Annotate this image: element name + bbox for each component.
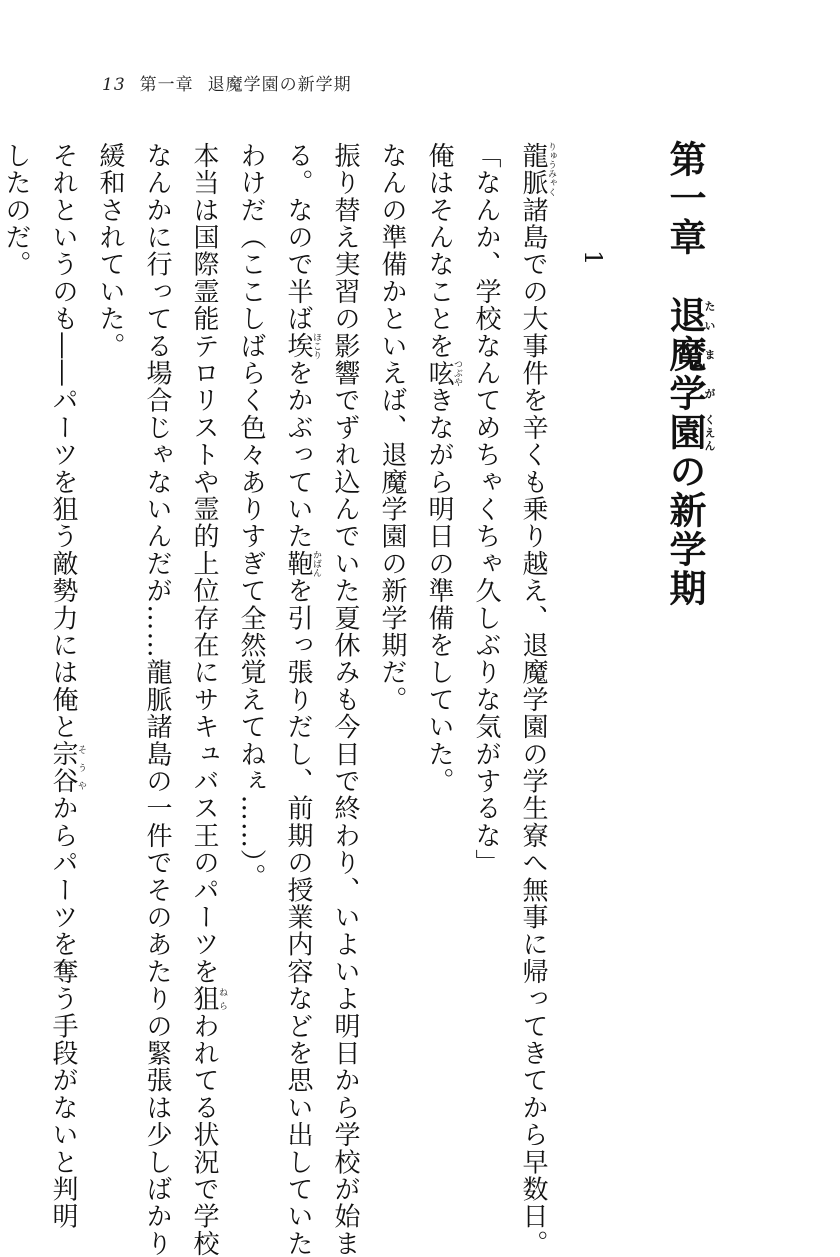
chapter-prefix: 第一章 [663, 140, 706, 257]
body-line-12: したのだ。 [1, 142, 31, 278]
chapter-title-char-2: 魔ま [663, 335, 716, 374]
body-line-6: る。なので半ば埃ほこりをかぶっていた鞄かばんを引っ張りだし、前期の授業内容などを思い出していた [283, 142, 321, 1257]
body-text [0, 142, 556, 1257]
chapter-title [662, 140, 716, 608]
chapter-title-rest: の新学期 [663, 452, 706, 608]
body-line-7: わけだ（ここしばらく色々ありすぎて全然覚えてねぇ……）。 [236, 142, 266, 891]
body-line-8: 本当は国際霊能テロリストや霊的上位存在にサキュバス王のパーツを狙ねらわれてる状況で学校 [189, 142, 227, 1257]
body-line-11: それというのも――パーツを狙う敵勢力には俺と宗谷そうやからパーツを奪う手段がないと判明 [48, 142, 86, 1231]
chapter-title-char-1: 退たい [663, 296, 716, 335]
chapter-title-char-4: 園くえん [663, 413, 716, 452]
running-head-chapter-name: 退魔学園の新学期 [207, 75, 352, 95]
body-line-1: 龍脈りゅうみゃく諸島での大事件を辛くも乗り越え、退魔学園の学生寮へ無事に帰ってきてから早数日。 [518, 142, 556, 1257]
body-line-4: なんの準備かといえば、退魔学園の新学期だ。 [377, 142, 407, 714]
page-number: 13 [102, 75, 126, 95]
running-head [102, 70, 352, 95]
body-line-2: 「なんか、学校なんてめちゃくちゃ久しぶりな気がするな」 [471, 142, 501, 877]
section-number: 1 [579, 250, 607, 266]
body-line-5: 振り替え実習の影響でずれ込んでいた夏休みも今日で終わり、いよいよ明日から学校が始ま [330, 142, 360, 1257]
running-head-chapter-label: 第一章 [139, 75, 194, 95]
body-line-9: なんかに行ってる場合じゃないんだが……龍脈諸島の一件でそのあたりの緊張は少しばかり [142, 142, 172, 1257]
body-line-10: 緩和されていた。 [95, 142, 125, 360]
chapter-title-char-3: 学が [663, 374, 716, 413]
body-line-3: 俺はそんなことを呟つぶやきながら明日の準備をしていた。 [424, 142, 462, 795]
